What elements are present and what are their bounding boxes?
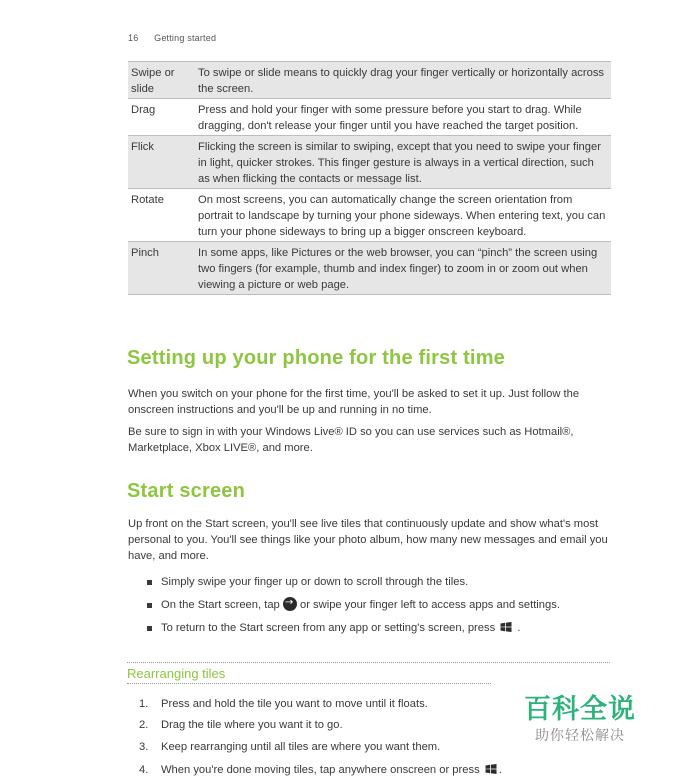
gesture-description: On most screens, you can automatically change the screen orientation from portrait to landscape by turning your phone sideways. When entering text, you can turn your phone sideways to bring up a bigger onscreen keyboard. [195,189,611,242]
start-screen-heading: Start screen [127,480,246,502]
list-item [139,762,502,778]
page-number: 16 [128,33,139,43]
table-row [128,62,611,99]
gesture-term: Rotate [128,189,195,242]
setup-paragraph-1: When you switch on your phone for the first time, you'll be asked to set it up. Just follow the onscreen instructions and you'll be up and running in no time. [128,388,580,416]
gesture-term: Swipe or slide [128,62,195,99]
watermark-title: 百科全说 [524,694,636,724]
bullet-text: Simply swipe your finger up or down to scroll through the tiles. [161,576,469,588]
gesture-description: In some apps, like Pictures or the web browser, you can “pinch” the screen using two fingers (for example, thumb and index finger) to zoom in or zoom out when viewing a picture or web page. [195,242,611,295]
setup-heading: Setting up your phone for the first time [127,347,505,369]
step-number: 1. [139,698,149,710]
step-text: Keep rearranging until all tiles are where you want them. [161,741,441,753]
bullet-text: On the Start screen, tap [161,599,280,611]
list-item [146,597,616,613]
arrow-circle-icon [283,597,297,611]
table-row [128,136,611,189]
watermark-subtitle: 助你轻松解决 [535,727,625,743]
divider [127,683,491,684]
step-text: When you're done moving tiles, tap anywhere onscreen or press [161,764,480,776]
start-screen-paragraph: Up front on the Start screen, you'll see live tiles that continuously update and show what's most personal to you. You'll see things like your photo album, how many new messages and email you have, and more. [128,518,608,562]
bullet-text: or swipe your finger left to access apps and settings. [300,599,560,611]
gesture-term: Drag [128,99,195,136]
gesture-term: Pinch [128,242,195,295]
step-number: 4. [139,764,149,776]
rearranging-heading: Rearranging tiles [127,666,226,681]
gesture-description: Flicking the screen is similar to swiping, except that you need to swipe your finger in light, quicker strokes. This finger gesture is always in a vertical direction, such as when flicking the contacts or message list. [195,136,611,189]
table-row [128,99,611,136]
step-text: Drag the tile where you want it to go. [161,719,343,731]
start-screen-bullets [146,574,616,636]
page-header [128,33,216,43]
windows-logo-icon [485,764,497,774]
setup-paragraph-2: Be sure to sign in with your Windows Live® ID so you can use services such as Hotmail®, Marketplace, Xbox LIVE®, and more. [128,426,574,454]
list-item [146,574,616,590]
step-text-end: . [498,764,502,776]
rearranging-subsection [127,662,610,684]
list-item [139,739,440,755]
step-text: Press and hold the tile you want to move until it floats. [161,698,428,710]
table-row [128,242,611,295]
windows-logo-icon [500,622,512,632]
step-number: 2. [139,719,149,731]
gesture-description: Press and hold your finger with some pressure before you start to drag. While dragging, don't release your finger until you have reached the target position. [195,99,611,136]
table-row [128,189,611,242]
bullet-text: . [517,622,521,634]
gesture-term: Flick [128,136,195,189]
list-item [139,696,428,712]
bullet-text: To return to the Start screen from any app or setting's screen, press [161,622,496,634]
list-item [139,717,343,733]
gestures-table [128,61,611,295]
step-number: 3. [139,741,149,753]
chapter-title: Getting started [154,33,217,43]
watermark [510,693,650,745]
list-item [146,620,616,636]
gesture-description: To swipe or slide means to quickly drag your finger vertically or horizontally across the screen. [195,62,611,99]
